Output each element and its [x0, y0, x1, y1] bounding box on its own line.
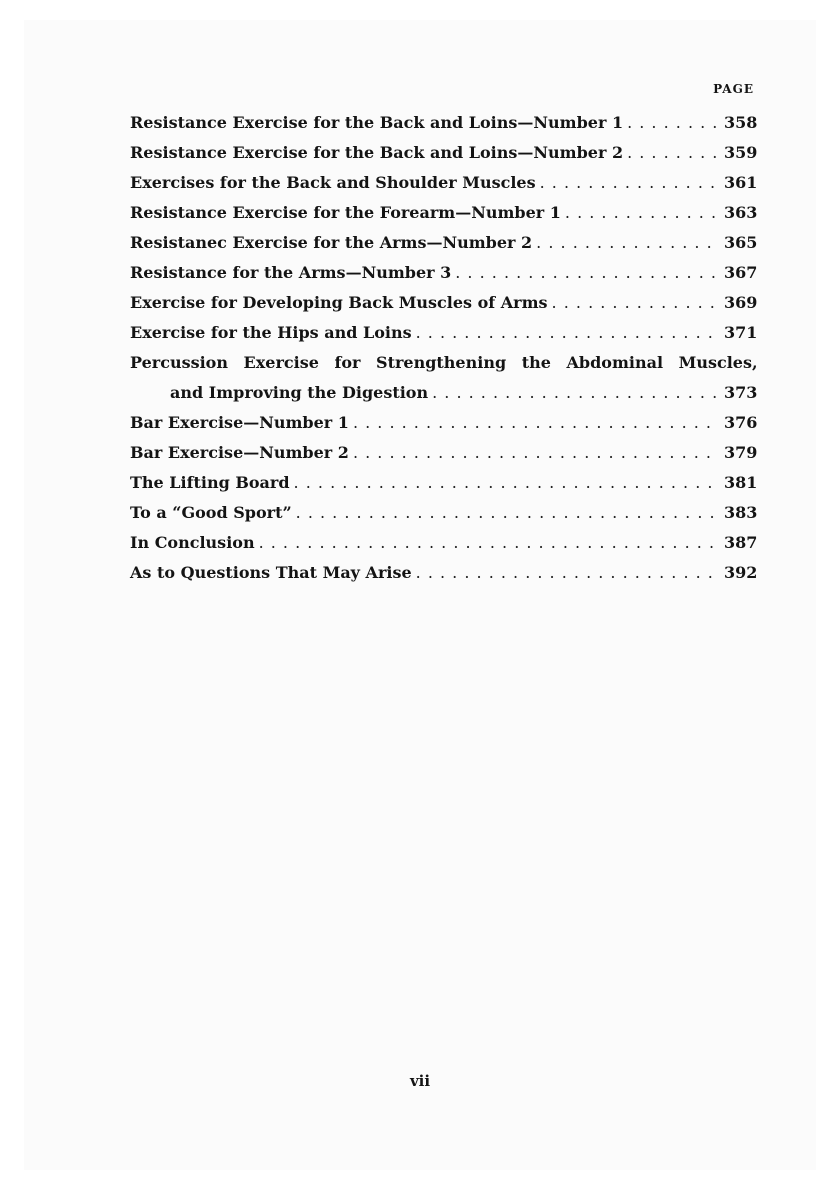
- dot-leader: [432, 378, 718, 408]
- toc-entry-title: Exercise for the Hips and Loins: [130, 323, 412, 342]
- toc-entry-page: 369: [724, 293, 758, 312]
- toc-entry-title: Resistance Exercise for the Back and Loins—Number 2: [130, 143, 624, 162]
- toc-entry-title: Bar Exercise—Number 2: [130, 443, 349, 462]
- toc-entry-title: Exercise for Developing Back Muscles of Arms: [130, 293, 548, 312]
- toc-entry: [130, 258, 758, 288]
- toc-entry-page: 381: [724, 473, 758, 492]
- toc-entry-page: 361: [724, 173, 758, 192]
- toc-entry-page: 392: [724, 563, 758, 582]
- toc-entry: [130, 498, 758, 528]
- dot-leader: [565, 198, 718, 228]
- dot-leader: [536, 228, 718, 258]
- toc-entry-title: As to Questions That May Arise: [130, 563, 412, 582]
- toc-entry-page: 379: [724, 443, 758, 462]
- dot-leader: [294, 468, 718, 498]
- toc-entry: [130, 348, 758, 378]
- toc-entry-page: 371: [724, 323, 758, 342]
- toc-entry: [130, 198, 758, 228]
- toc-entry: [130, 138, 758, 168]
- toc-entry: [130, 288, 758, 318]
- table-of-contents: [130, 108, 758, 588]
- toc-entry: [130, 528, 758, 558]
- toc-entry-title: Percussion Exercise for Strengthening the Abdominal Muscles,: [130, 353, 758, 372]
- toc-entry-title: Exercises for the Back and Shoulder Muscles: [130, 173, 536, 192]
- toc-entry-title: Resistance Exercise for the Back and Loins—Number 1: [130, 113, 624, 132]
- dot-leader: [627, 138, 718, 168]
- toc-entry-title: Bar Exercise—Number 1: [130, 413, 349, 432]
- toc-entry-page: 376: [724, 413, 758, 432]
- toc-entry-page: 358: [724, 113, 758, 132]
- toc-entry-page: 367: [724, 263, 758, 282]
- dot-leader: [455, 258, 718, 288]
- toc-entry-title: In Conclusion: [130, 533, 255, 552]
- page-number-folio: vii: [409, 1072, 431, 1090]
- dot-leader: [416, 318, 718, 348]
- toc-entry-page: 373: [724, 383, 758, 402]
- dot-leader: [353, 408, 718, 438]
- dot-leader: [416, 558, 718, 588]
- toc-entry: [130, 468, 758, 498]
- toc-entry-page: 359: [724, 143, 758, 162]
- dot-leader: [552, 288, 718, 318]
- toc-entry-title: Resistanec Exercise for the Arms—Number 2: [130, 233, 533, 252]
- toc-entry-title-continued: and Improving the Digestion: [170, 383, 429, 402]
- toc-entry: [130, 108, 758, 138]
- toc-entry-title: To a “Good Sport”: [130, 503, 292, 522]
- toc-entry: [130, 168, 758, 198]
- toc-entry-page: 387: [724, 533, 758, 552]
- toc-entry-continuation: [130, 378, 758, 408]
- dot-leader: [259, 528, 718, 558]
- toc-entry: [130, 558, 758, 588]
- toc-entry-title: The Lifting Board: [130, 473, 290, 492]
- toc-entry: [130, 228, 758, 258]
- dot-leader: [353, 438, 718, 468]
- toc-entry: [130, 318, 758, 348]
- toc-entry: [130, 438, 758, 468]
- page-column-header: PAGE: [713, 82, 754, 96]
- toc-entry-page: 365: [724, 233, 758, 252]
- toc-entry-title: Resistance Exercise for the Forearm—Number 1: [130, 203, 561, 222]
- toc-entry-page: 383: [724, 503, 758, 522]
- dot-leader: [540, 168, 718, 198]
- toc-entry-page: 363: [724, 203, 758, 222]
- dot-leader: [296, 498, 718, 528]
- dot-leader: [627, 108, 718, 138]
- toc-entry: [130, 408, 758, 438]
- toc-entry-title: Resistance for the Arms—Number 3: [130, 263, 452, 282]
